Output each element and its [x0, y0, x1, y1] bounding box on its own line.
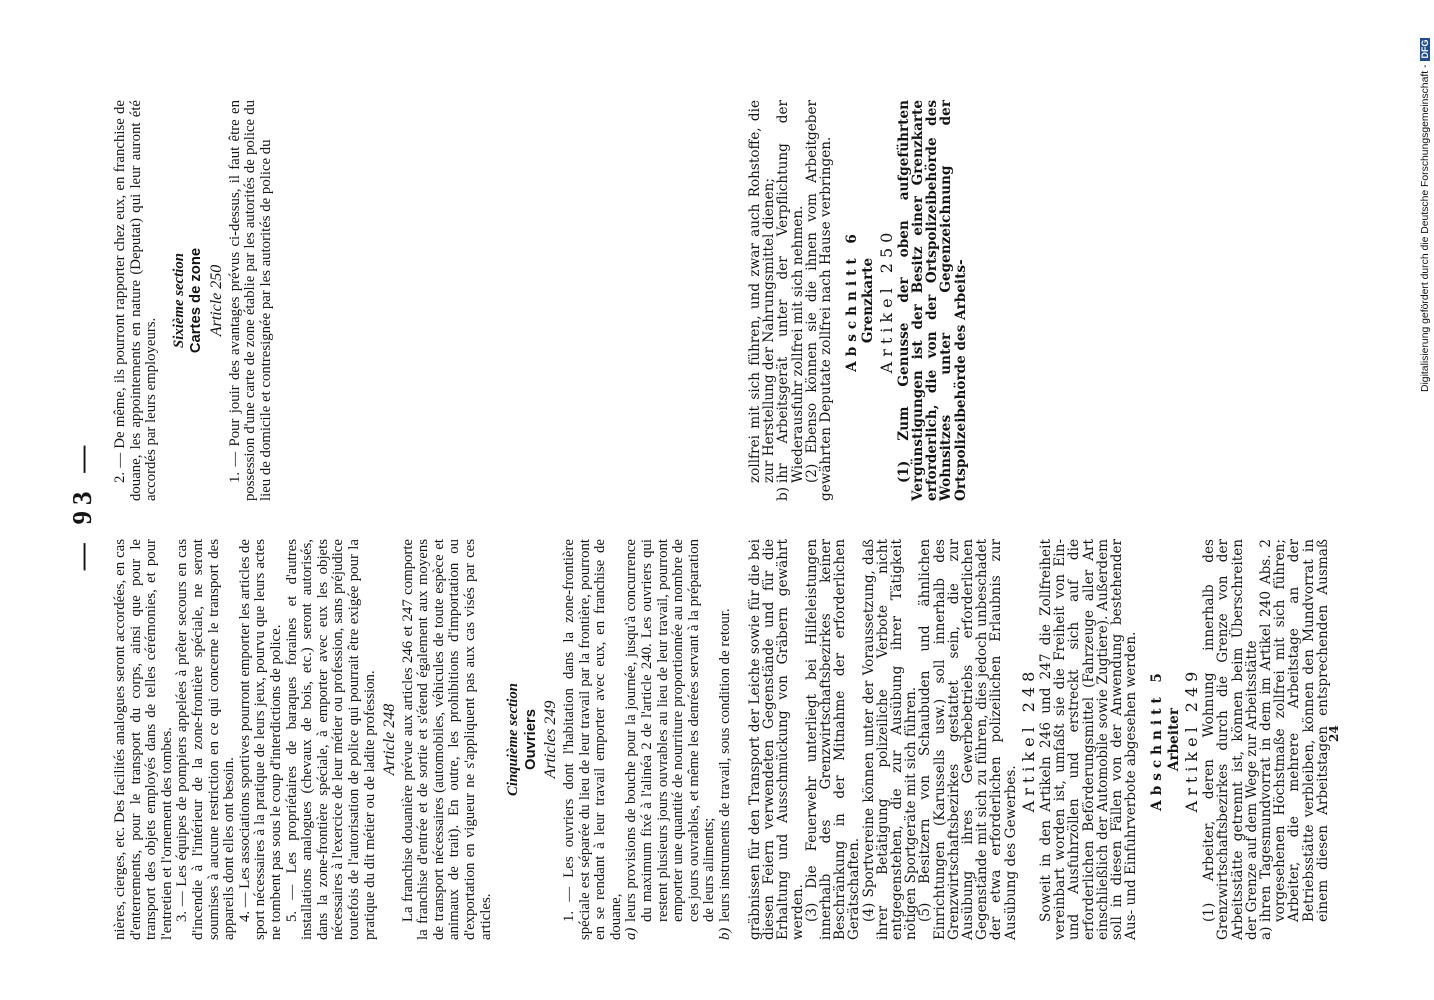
paragraph: (1) Arbeiter, deren Wohnung innerhalb des Grenzwirtschaftsbezirkes durch die Grenze von der Arbeitsstätte getrennt ist, können beim Überschreiten der Grenze auf dem Wege zur Arbeitsstätte — [1201, 539, 1260, 940]
paragraph: La franchise douanière prévue aux articles 246 et 247 comporte la franchise d'entrée et de sortie et s'étend également aux moyens de transport nécessaires (automobiles, véhicules de toute espèce et animaux de trait). En outre, les prohibitions d'importation ou d'exportation en vigueur ne s'appliquent pas aux cas visés par ces articles. — [399, 539, 494, 940]
section-heading: Abschnitt 6 — [844, 229, 861, 372]
page-number: — 93 — — [67, 439, 97, 571]
article-heading: Artikel 248 — [1018, 666, 1038, 813]
paragraph: (1) Zum Genusse der oben aufgeführten Vergünstigungen ist der Besitz einer Grenzkarte erforderlich, die von der Ortspolizeibehörde des Wohnsitzes unter Gegenzeichnung der Ortspolizeibehörde des Arbeits- — [895, 100, 969, 501]
digitization-credit — [1420, 12, 1434, 392]
paragraph: 5. — Les propriétaires de baraques foraines et d'autres installations analogues (chevaux de bois, etc.) seront autorisés, dans la zone-frontière spéciale, à emporter avec eux les objets nécessaires à l'exercice de leur métier ou profession, sans préjudice toutefois de l'autorisation de police qui pourrait être exigée pour la pratique du dit métier ou de ladite profession. — [283, 539, 378, 940]
page-header — [65, 70, 99, 940]
section-heading: Sixième section — [170, 253, 187, 348]
section-heading: Cinquième section — [505, 682, 522, 797]
credit-text: Digitalisierung gefördert durch die Deutsche Forschungsgemeinschaft - — [1420, 64, 1431, 392]
list-item — [624, 539, 718, 940]
paragraph: nières, cierges, etc. Des facilités analogues seront accordées, en cas d'enterrements, pour le transport du corps, ainsi que pour le transport des objets employés dans de telles cérémonies, et pour l'entretien et l'ornement des tombes. — [112, 539, 175, 940]
signature-mark: 24 — [1327, 725, 1341, 742]
section-subtitle: Arbeiter — [1165, 707, 1182, 772]
list-marker: a) — [623, 927, 640, 940]
paragraph: 1. — Les ouvriers dont l'habitation dans la zone-frontière spéciale est séparée du lieu de leur travail par la frontière, pourront en se rendant à leur travail emporter avec eux, en franchise de douane, — [561, 539, 624, 940]
list-marker: a) — [1257, 926, 1274, 940]
article-heading: Article 248 — [381, 703, 399, 776]
article-heading: Artikel 250 — [876, 227, 896, 374]
dfg-logo: DFG — [1420, 39, 1430, 59]
paragraph: 2. — De même, ils pourront rapporter chez eux, en franchise de douane, les appointements en nature (Deputat) qui leur auront été accordés par leurs employeurs. — [112, 100, 160, 501]
paragraph: 1. — Pour jouir des avantages prévus ci-dessus, il faut être en possession d'une carte de zone établie par les autorités de police du lieu de domicile et contresignée par les autorités de police du — [226, 100, 274, 501]
list-item — [718, 539, 734, 940]
rotated-page — [65, 70, 1341, 940]
article-heading: Artikel 249 — [1181, 666, 1201, 813]
list-item-text: ihren Tagesmundvorrat in dem im Artikel 240 Abs. 2 vorgesehenen Höchstmaße zollfrei mit sich führen; Arbeiter, die mehrere Arbeitstage an der Betriebsstätte verbleiben, können den Mundvorrat in einem diesen Arbeitstagen entsprechenden Ausmaß zollfrei mit sich führen, und zwar auch Rohstoffe, die zur Herstellung der Nahrungsmittel dienen; — [747, 100, 1331, 922]
article-heading: Articles 249 — [542, 700, 560, 779]
section-subtitle: Cartes de zone — [188, 247, 205, 354]
list-item-text: ihr Arbeitsgerät unter der Verpflichtung der Wiederausfuhr zollfrei mit sich nehmen. — [775, 100, 806, 483]
list-marker: b) — [716, 927, 733, 940]
paragraph: (3) Die Feuerwehr unterliegt bei Hilfeleistungen innerhalb des Grenzwirtschaftsbezirkes keiner Beschränkung in der Mitnahme der erforderlichen Gerätschaften. — [803, 539, 863, 940]
list-item — [776, 100, 804, 501]
section-subtitle: Ouvriers — [522, 709, 539, 770]
paragraph: 3. — Les équipes de pompiers appelées à prêter secours en cas d'incendie à l'intérieur de la zone-frontière spéciale, ne seront soumises à aucune restriction en ce qui concerne le transport des appareils dont elles ont besoin. — [174, 539, 238, 940]
french-text-column — [113, 100, 738, 940]
section-heading: Abschnitt 5 — [1149, 668, 1166, 811]
article-heading: Article 250 — [207, 264, 225, 337]
paragraph: 4. — Les associations sportives pourront emporter les articles de sport nécessaires à la pratique de leurs jeux, pourvu que leurs actes ne tombent pas sous le coup d'interdictions de police. — [236, 539, 284, 940]
paragraph: (5) Besitzern von Schaubuden und ähnlichen Einrichtungen (Karussells usw.) soll innerhalb des Grenzwirtschaftsbezirkes gestattet sein, die zur Ausübung ihres Gewerbebetriebs erforderlichen Gegenstände mit sich zu führen, dies jedoch unbeschadet der etwa erforderlichen polizeilichen Erlaubnis zur Ausübung des Gewerbes. — [917, 539, 1019, 940]
section-subtitle: Grenzkarte — [860, 257, 877, 344]
list-marker: b) — [775, 486, 792, 501]
paragraph: gräbnissen für den Transport der Leiche sowie für die bei diesen Feiern verwendeten Gegenstände und für die Erhaltung und Ausschmückung von Gräbern gewährt werden. — [747, 539, 806, 940]
paragraph: Soweit in den Artikeln 246 und 247 die Zollfreiheit vereinbart worden ist, umfaßt sie die Freiheit von Ein- und Ausfuhrzöllen und erstreckt sich auf die erforderlichen Beförderungsmittel (Fahrzeuge aller Art einschließlich der Automobile sowie Zugtiere). Außerdem soll in diesen Fällen von der Anwendung bestehender Aus- und Einfuhrverbote abgesehen werden. — [1038, 539, 1140, 940]
list-item-text: leurs provisions de bouche pour la journée, jusqu'à concurrence du maximum fixé à l'alinéa 2 de l'article 240. Les ouvriers qui restent plusieurs jours ouvrables au lieu de leur travail, pourront emporter une quantité de nourriture proportionnée au nombre de ces jours ouvrables, et même les denrées servant à la préparation de leurs aliments; — [623, 539, 718, 922]
list-item-text: leurs instruments de travail, sous condition de retour. — [716, 608, 733, 922]
german-text-column — [748, 100, 1338, 940]
paragraph: (4) Sportvereine können unter der Voraussetzung, daß ihrer Betätigung polizeiliche Verbote nicht entgegenstehen, die zur Ausübung ihrer Tätigkeit nötigen Sportgeräte mit sich führen. — [860, 539, 920, 940]
paragraph: (2) Ebenso können sie die ihnen vom Arbeitgeber gewährten Deputate zollfrei nach Hause verbringen. — [803, 100, 835, 501]
